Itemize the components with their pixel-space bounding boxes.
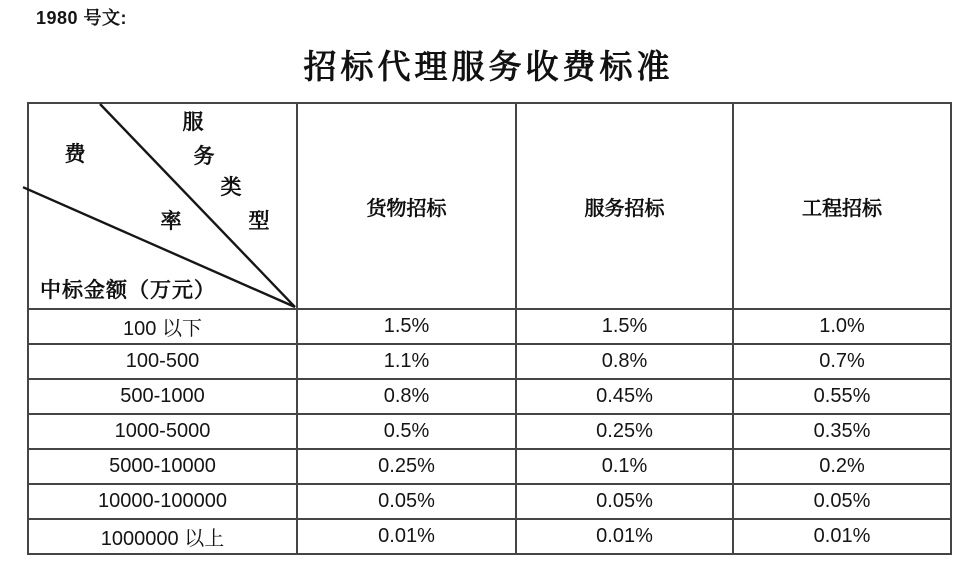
diagonal-service-type-char: 务 xyxy=(193,144,215,168)
amount-range-cell: 1000000 以上 xyxy=(28,519,297,554)
diagonal-service-type-char: 类 xyxy=(220,175,242,199)
doc-number: 1980 号文: xyxy=(36,8,128,28)
amount-range-cell: 1000-5000 xyxy=(28,414,297,449)
rate-cell: 0.5% xyxy=(297,414,516,449)
table-row xyxy=(28,484,951,519)
rate-cell: 0.25% xyxy=(297,449,516,484)
amount-range-cell: 100-500 xyxy=(28,344,297,379)
column-header-goods: 货物招标 xyxy=(297,103,516,309)
diagonal-service-type-char: 服 xyxy=(182,110,204,134)
rate-cell: 0.45% xyxy=(516,379,733,414)
diagonal-service-type-char: 型 xyxy=(248,209,270,233)
rate-cell: 0.55% xyxy=(733,379,951,414)
rate-cell: 0.01% xyxy=(733,519,951,554)
rate-cell: 0.25% xyxy=(516,414,733,449)
rate-cell: 0.8% xyxy=(297,379,516,414)
rate-cell: 0.05% xyxy=(297,484,516,519)
table-header-row xyxy=(28,103,951,309)
rate-cell: 0.1% xyxy=(516,449,733,484)
table-row xyxy=(28,309,951,344)
rate-cell: 0.7% xyxy=(733,344,951,379)
rate-cell: 0.01% xyxy=(516,519,733,554)
rate-cell: 1.1% xyxy=(297,344,516,379)
table-row xyxy=(28,379,951,414)
rate-cell: 0.05% xyxy=(516,484,733,519)
table-row xyxy=(28,449,951,484)
rate-cell: 1.5% xyxy=(516,309,733,344)
amount-range-cell: 10000-100000 xyxy=(28,484,297,519)
rate-cell: 0.05% xyxy=(733,484,951,519)
rate-cell: 0.35% xyxy=(733,414,951,449)
table-row xyxy=(28,344,951,379)
column-header-works: 工程招标 xyxy=(733,103,951,309)
diagonal-rate-char: 费 xyxy=(64,142,86,166)
rate-cell: 0.2% xyxy=(733,449,951,484)
table-row xyxy=(28,519,951,554)
rate-cell: 0.8% xyxy=(516,344,733,379)
rate-cell: 1.5% xyxy=(297,309,516,344)
corner-header-cell xyxy=(28,103,297,309)
rate-cell: 1.0% xyxy=(733,309,951,344)
page-title: 招标代理服务收费标准 xyxy=(303,50,674,86)
diagonal-rate-char: 率 xyxy=(160,209,182,233)
fee-standard-table xyxy=(27,102,952,555)
table-row xyxy=(28,414,951,449)
column-header-services: 服务招标 xyxy=(516,103,733,309)
amount-range-cell: 500-1000 xyxy=(28,379,297,414)
corner-amount-axis-label: 中标金额（万元） xyxy=(40,278,216,302)
amount-range-cell: 100 以下 xyxy=(28,309,297,344)
rate-cell: 0.01% xyxy=(297,519,516,554)
amount-range-cell: 5000-10000 xyxy=(28,449,297,484)
